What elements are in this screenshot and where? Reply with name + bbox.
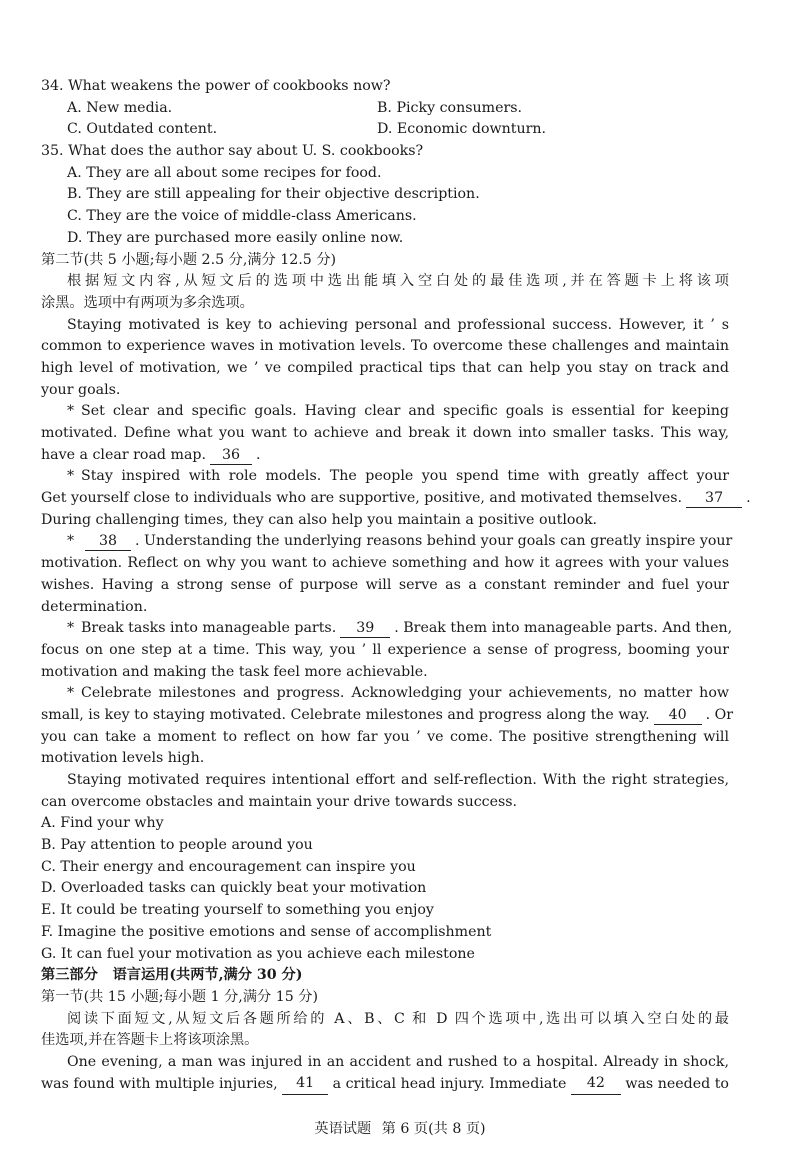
tip3-line: determination. xyxy=(41,598,148,615)
tip5-line: motivation levels high. xyxy=(41,750,205,767)
tip4-line: * Break tasks into manageable parts. 39 . Break them into manageable parts. And then, xyxy=(41,618,729,640)
q35-option-b: B. They are still appealing for their objective description. xyxy=(67,186,480,203)
star-bullet-icon: * xyxy=(67,685,75,702)
section2-instruction-line: 根据短文内容,从短文后的选项中选出能填入空白处的最佳选项,并在答题卡上将该项 xyxy=(67,273,729,290)
section2-option-f: F. Imagine the positive emotions and sense of accomplishment xyxy=(41,923,492,940)
intro-line: common to experience waves in motivation levels. To overcome these challenges and maintain xyxy=(41,338,729,355)
tip1-line: motivated. Define what you want to achieve and break it down into smaller tasks. This way, xyxy=(41,425,729,441)
tip1-line: have a clear road map. 36 . xyxy=(41,446,261,463)
section2-instruction-line: 涂黑。选项中有两项为多余选项。 xyxy=(41,294,254,311)
closing-line: Staying motivated requires intentional effort and self-reflection. With the right strategies, xyxy=(67,772,729,788)
star-bullet-icon: * xyxy=(67,620,75,637)
tip2-line: Get yourself close to individuals who are supportive, positive, and motivated themselves. 37 . xyxy=(41,490,751,507)
section2-heading: 第二节(共 5 小题;每小题 2.5 分,满分 12.5 分) xyxy=(41,251,337,268)
section2-option-c: C. Their energy and encouragement can inspire you xyxy=(41,858,416,875)
footer-subject: 英语试题 xyxy=(314,1121,372,1137)
section2-option-a: A. Find your why xyxy=(41,815,164,832)
tip5-line: * Celebrate milestones and progress. Acknowledging your achievements, no matter how xyxy=(41,683,729,705)
blank-36[interactable]: 36 xyxy=(210,446,252,465)
tip5-line: small, is key to staying motivated. Celebrate milestones and progress along the way. 40 . Or xyxy=(41,706,734,723)
part3-instruction-line: 阅读下面短文,从短文后各题所给的 A、B、C 和 D 四个选项中,选出可以填入空白处的最 xyxy=(67,1010,729,1027)
tip2-line: * Stay inspired with role models. The people you spend time with greatly affect your xyxy=(41,466,729,488)
cloze-line: was found with multiple injuries, 41 a critical head injury. Immediate 42 was needed to xyxy=(41,1074,729,1096)
blank-39[interactable]: 39 xyxy=(340,619,390,638)
blank-41[interactable]: 41 xyxy=(282,1074,328,1096)
q35-option-d: D. They are purchased more easily online now. xyxy=(67,229,404,246)
blank-38[interactable]: 38 xyxy=(85,532,131,551)
tip3-line: wishes. Having a strong sense of purpose will serve as a constant reminder and fuel your xyxy=(41,576,729,593)
tip4-line: motivation and making the task feel more achievable. xyxy=(41,663,428,680)
q35-stem: 35. What does the author say about U. S. cookbooks? xyxy=(41,143,424,160)
section2-option-g: G. It can fuel your motivation as you achieve each milestone xyxy=(41,945,475,962)
page-content xyxy=(41,76,751,1095)
section2-option-e: E. It could be treating yourself to something you enjoy xyxy=(41,902,434,919)
part3-subheading: 第一节(共 15 小题;每小题 1 分,满分 15 分) xyxy=(41,988,318,1005)
q34-option-d: D. Economic downturn. xyxy=(377,121,547,138)
q35-option-c: C. They are the voice of middle-class Americans. xyxy=(67,208,417,225)
closing-line: can overcome obstacles and maintain your drive towards success. xyxy=(41,793,518,810)
q34-option-c: C. Outdated content. xyxy=(67,121,218,138)
tip5-line: you can take a moment to reflect on how far you ’ ve come. The positive strengthening will xyxy=(41,728,729,745)
q35-option-a: A. They are all about some recipes for food. xyxy=(67,164,382,181)
part3-instruction-line: 佳选项,并在答题卡上将该项涂黑。 xyxy=(41,1032,259,1049)
tip1-line: * Set clear and specific goals. Having clear and specific goals is essential for keeping xyxy=(41,401,729,423)
intro-line: Staying motivated is key to achieving personal and professional success. However, it ’ s xyxy=(67,316,729,333)
part3-heading: 第三部分 语言运用(共两节,满分 30 分) xyxy=(41,967,303,984)
section2-option-b: B. Pay attention to people around you xyxy=(41,837,313,854)
tip4-line: focus on one step at a time. This way, you ’ ll experience a sense of progress, booming your xyxy=(41,641,729,658)
blank-37[interactable]: 37 xyxy=(686,489,742,508)
star-bullet-icon: * xyxy=(67,403,75,420)
q34-option-b: B. Picky consumers. xyxy=(377,99,523,116)
tip2-line: During challenging times, they can also help you maintain a positive outlook. xyxy=(41,511,598,528)
star-bullet-icon: * xyxy=(67,533,75,550)
blank-40[interactable]: 40 xyxy=(654,706,702,725)
tip3-line: * 38 . Understanding the underlying reasons behind your goals can greatly inspire your xyxy=(41,531,729,553)
footer-page-number: 第 6 页(共 8 页) xyxy=(381,1121,486,1137)
q34-option-a: A. New media. xyxy=(67,99,173,116)
section2-option-d: D. Overloaded tasks can quickly beat your motivation xyxy=(41,880,427,897)
blank-42[interactable]: 42 xyxy=(571,1074,621,1096)
star-bullet-icon: * xyxy=(67,468,75,485)
q34-options-row-1 xyxy=(41,98,729,120)
page-footer xyxy=(0,1118,800,1138)
tip3-line: motivation. Reflect on why you want to achieve something and how it agrees with your values xyxy=(41,555,729,572)
cloze-line: One evening, a man was injured in an accident and rushed to a hospital. Already in shock, xyxy=(67,1053,729,1070)
intro-line: high level of motivation, we ’ ve compiled practical tips that can help you stay on track and xyxy=(41,359,729,376)
q34-stem: 34. What weakens the power of cookbooks now? xyxy=(41,78,391,94)
intro-line: your goals. xyxy=(41,381,121,398)
q34-options-row-2 xyxy=(41,119,729,141)
